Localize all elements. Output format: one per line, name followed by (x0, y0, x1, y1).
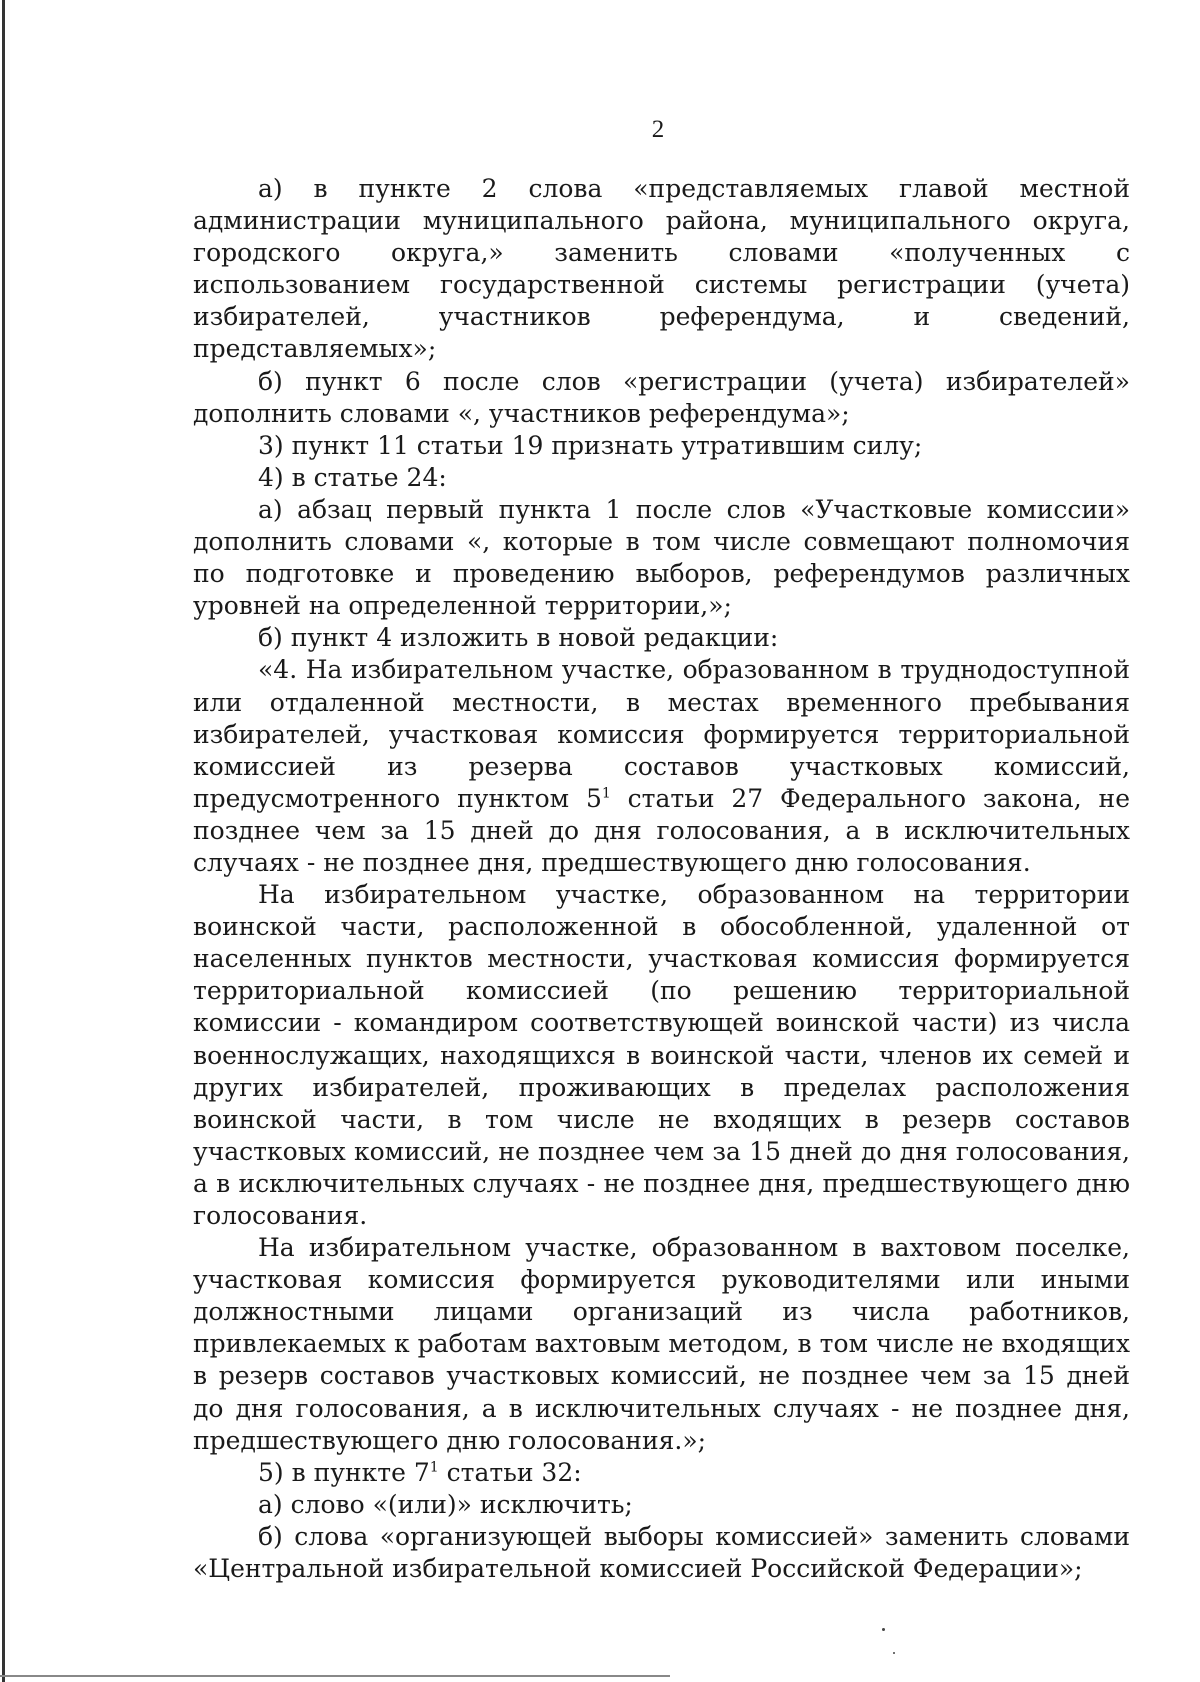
paragraph: На избирательном участке, образованном в вахтовом поселке, участковая комиссия формируется руководителями или иными должностными лицами организаций из числа работников, привлекаемых к работам вахтовым методом, в том числе не входящих в резерв составов участковых комиссий, не позднее чем за 15 дней до дня голосования, а в исключительных случаях - не позднее дня, предшествующего дню голосования.»; (193, 1233, 1130, 1455)
paragraph: На избирательном участке, образованном на территории воинской части, расположенной в обособленной, удаленной от населенных пунктов местности, участковая комиссия формируется территориальной комиссией (по решению территориальной комиссии - командиром соответствующей воинской части) из числа военнослужащих, находящихся в воинской части, членов их семей и других избирателей, проживающих в пределах расположения воинской части, в том числе не входящих в резерв составов участковых комиссий, не позднее чем за 15 дней до дня голосования, а в исключительных случаях - не позднее дня, предшествующего дню голосования. (193, 880, 1130, 1230)
paragraph: б) пункт 4 изложить в новой редакции: (258, 623, 779, 653)
superscript: 1 (429, 1459, 439, 1476)
paragraph (193, 1457, 1130, 1489)
paragraph-text: 5) в пункте 7 (258, 1457, 430, 1487)
paragraph: 4) в статье 24: (258, 462, 447, 492)
scan-edge-bottom (0, 1675, 670, 1677)
scan-edge-left (2, 0, 5, 1682)
scan-speck (882, 1628, 885, 1631)
superscript: 1 (601, 785, 611, 802)
page-number: 2 (651, 116, 665, 143)
paragraph-text: статьи 27 Федерального закона, не позднее чем за 15 дней до дня голосования, а в исключительных случаях - не позднее дня, предшествующего дню голосования. (193, 783, 1130, 877)
paragraph: а) абзац первый пункта 1 после слов «Участковые комиссии» дополнить словами «, которые в том числе совмещают полномочия по подготовке и проведению выборов, референдумов различных уровней на определенной территории,»; (193, 494, 1130, 621)
paragraph-text: статьи 32: (438, 1457, 582, 1487)
paragraph: а) в пункте 2 слова «представляемых главой местной администрации муниципального района, муниципального округа, городского округа,» заменить словами «полученных с использованием государственной системы регистрации (учета) избирателей, участников референдума, и сведений, представляемых»; (193, 174, 1130, 364)
document-body (193, 173, 1130, 1585)
paragraph-text: «4. На избирательном участке, образованном в труднодоступной или отдаленной местности, в местах временного пребывания избирателей, участковая комиссия формируется территориальной комиссией из резерва составов участковых комиссий, предусмотренного пунктом 5 (193, 655, 1130, 813)
paragraph: 3) пункт 11 статьи 19 признать утратившим силу; (258, 430, 923, 460)
paragraph: б) слова «организующей выборы комиссией» заменить словами «Центральной избирательной комиссией Российской Федерации»; (193, 1521, 1130, 1584)
paragraph: б) пункт 6 после слов «регистрации (учета) избирателей» дополнить словами «, участников референдума»; (193, 366, 1130, 428)
paragraph: а) слово «(или)» исключить; (258, 1489, 633, 1519)
paragraph (193, 654, 1130, 879)
scan-speck (893, 1652, 895, 1654)
